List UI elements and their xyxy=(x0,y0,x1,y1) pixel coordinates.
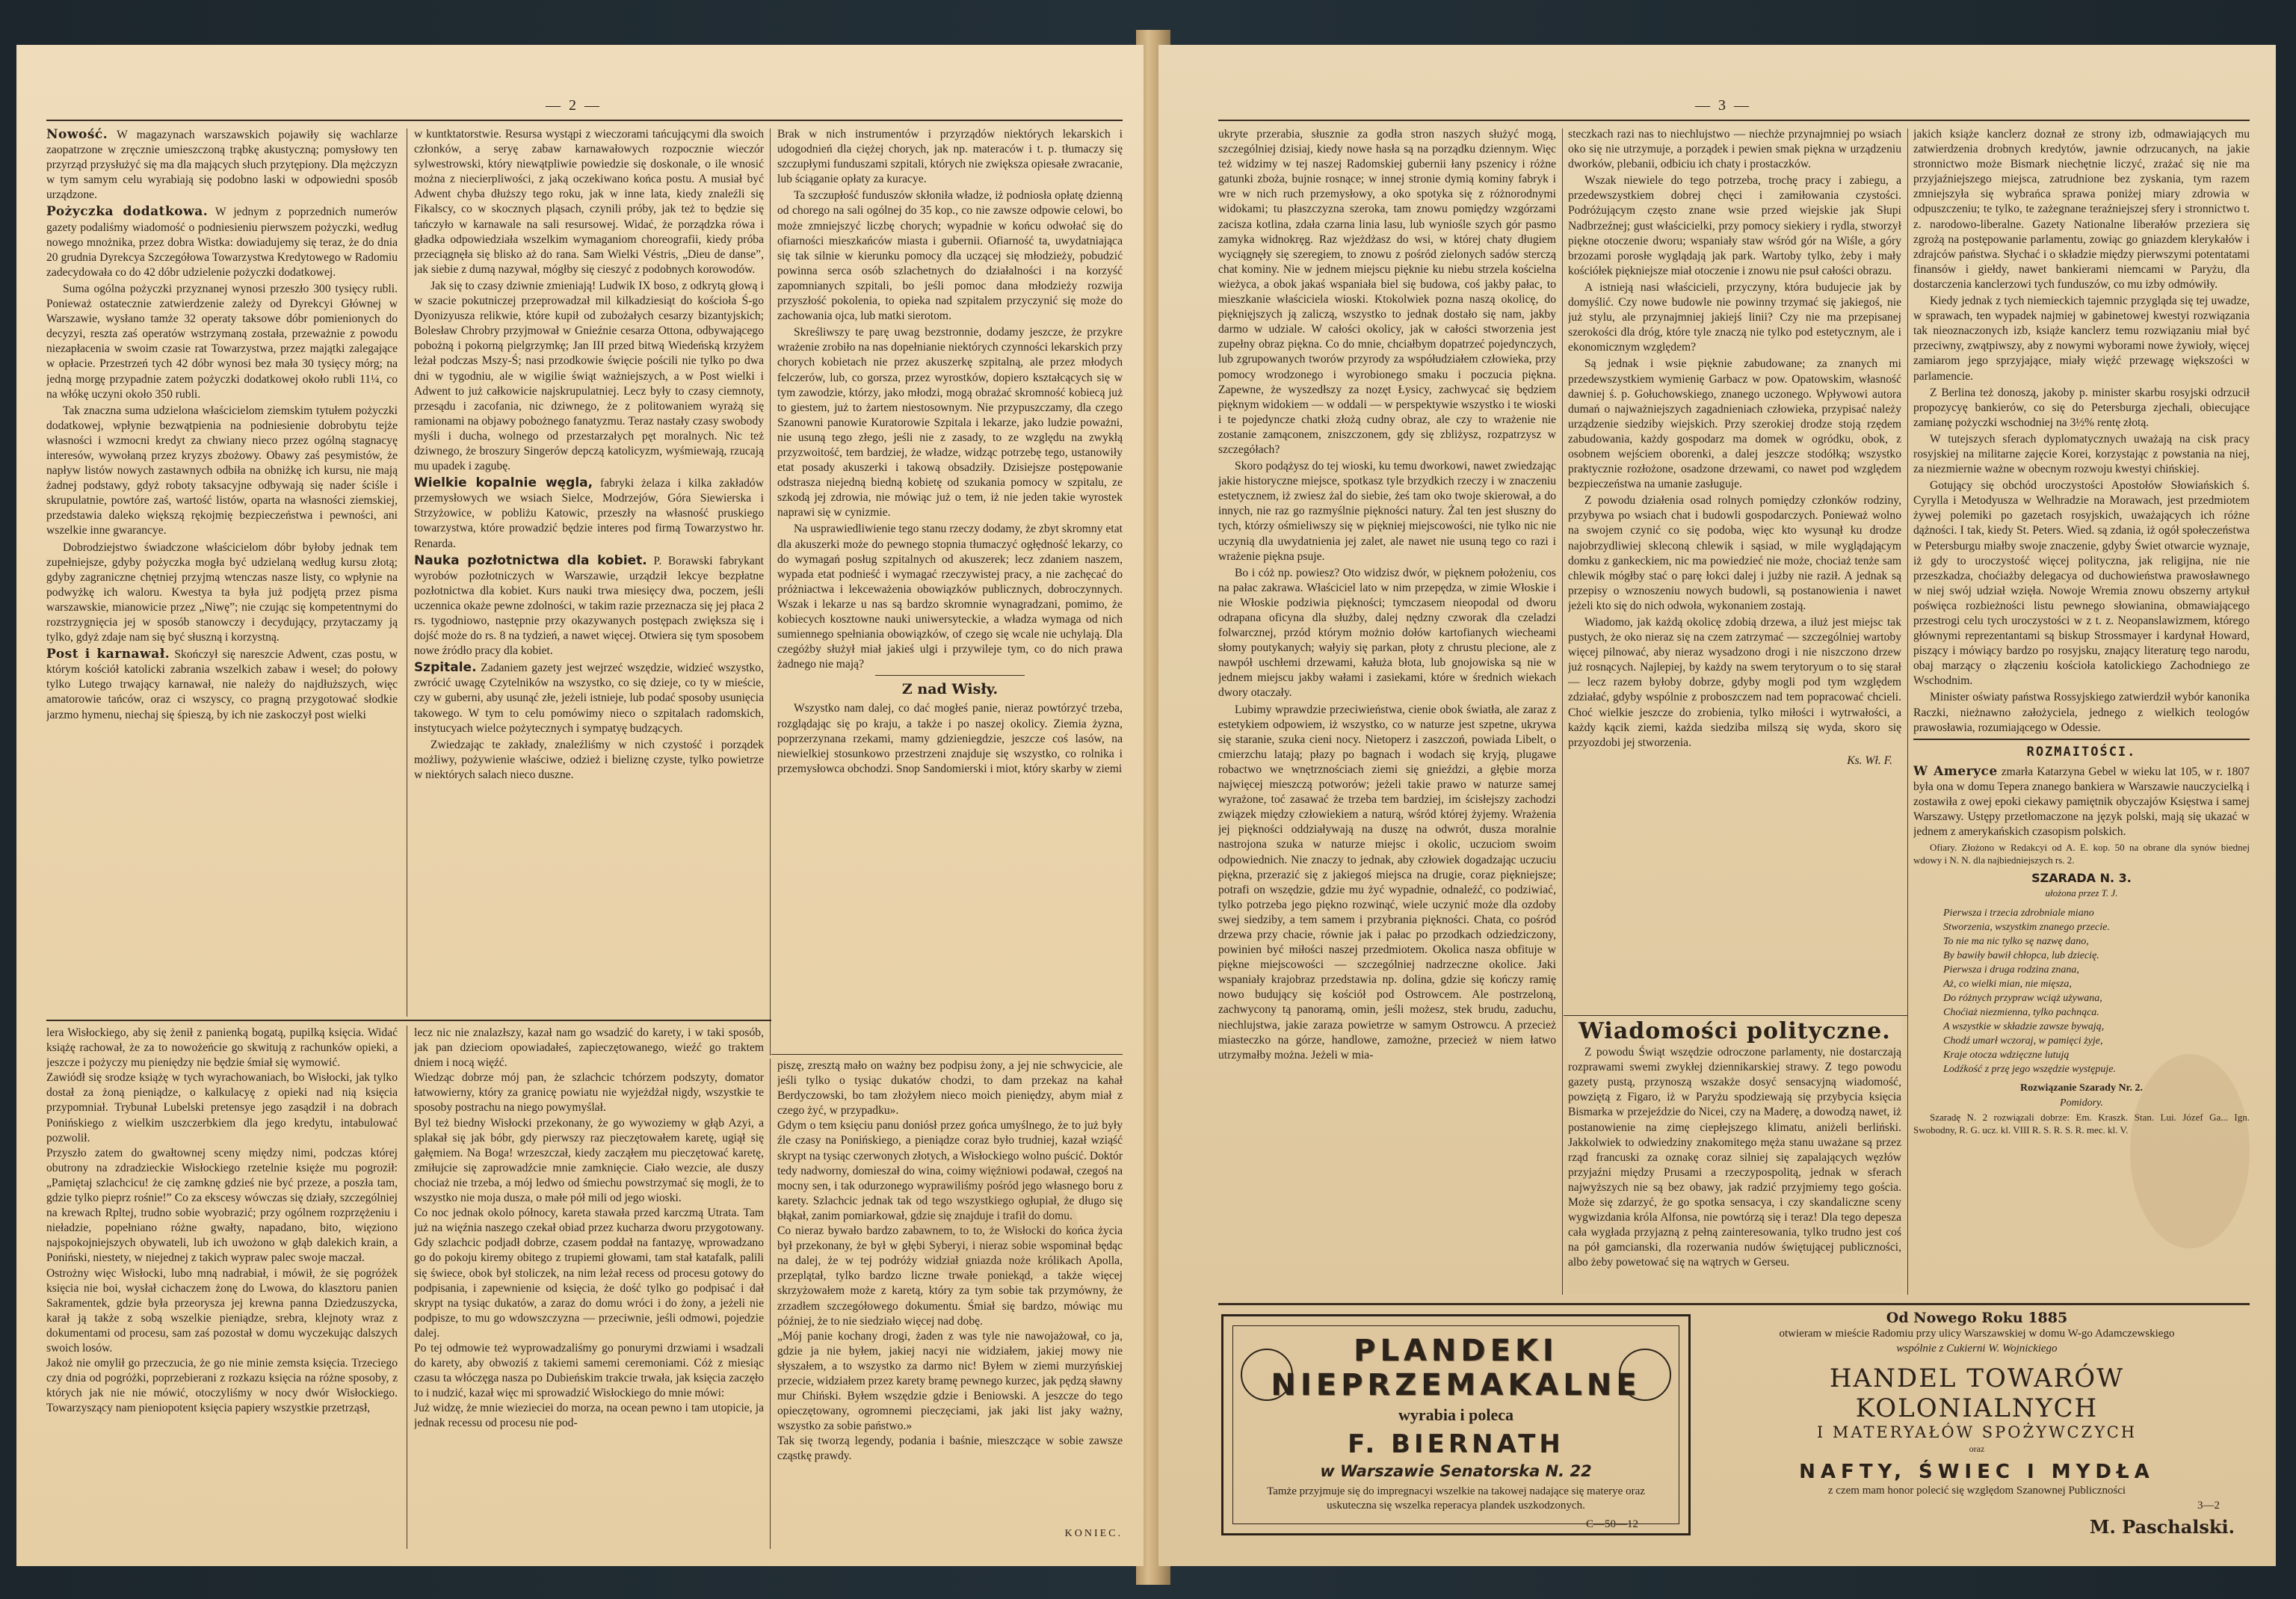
article-okolica-3: Bo i cóż np. powiesz? Oto widzisz dwór, w pięknem położeniu, cos na pałac zakrawa. Właściciel lato w nim przepędza, w zimie Włoskie i nie Włoskie podziwia piękności; tymczasem nieopodal od dworu odrapana oficyna dla służby, dalej nędzny czworak dla czeladzi folwarcznej, przód którym możnio dołów kartofianych wiecheami słomy poutykanych; wałyiy się parkan, płoty z chrustu plecione, ale z nawpół uschłemi drzewami, kałuża błota, lub gnojowiska są nie w jednem miejscu jakby wałami i zasiekami, które w średnich wiekach dwory otaczały. xyxy=(1218,566,1556,700)
article-karnawal-cont: w kuntktatorstwie. Resursa wystąpi z wieczorami tańcującymi dla swoich członków, a seryę zabaw karnawałowych rozpocznie wieczór sylwestrowski, który niewątpliwie powiedzie się doskonale, o ile wnosić można z niecierpliwości, z jaką oczekiwano końca postu. A musiał być Adwent chyba dłuższy tego roku, jak w inne lata, kiedy znaleźli się Fikalscy, co w skocznych pląsach, czynili próby, jak też to będzie się tańczyło w karnawale na sali resursowej. Widać, że porządzka rówa i gładka odpowiedziała wszelkim wymaganiom choreografii, kiedy próba przeciągnęła się blisko aż do rana. Sam Wielki Véstris, „Dieu de danse”, jak siebie z dumą nazywał, mógłby się cieszyć z podobnych korowodów. xyxy=(414,128,764,276)
feuilleton-rule xyxy=(46,1020,771,1021)
poem-line: Chodź umarł wczoraj, w pamięci żyje, xyxy=(1943,1035,2103,1047)
column-4 xyxy=(1218,127,1556,1293)
heading-nauka: Nauka pozłotnictwa dla kobiet. xyxy=(414,552,647,568)
column-rule xyxy=(1562,129,1563,1295)
page-number-left: — 2 — xyxy=(546,97,602,114)
heading-post: Post i karnawał. xyxy=(46,647,170,662)
article-polit-6: Gotujący się obchód uroczystości Apostołów Słowiańskich ś. Cyrylla i Metodyusza w Welhradzie na Morawach, jest przedmiotem żywej polemiki po gazetach rosyjskich, uważających ich różne dążności. I tak, kiedy St. Peters. Wied. są zdania, iż ogół społeczeństwa w Petersburgu miałby swoje znaczenie, gdyby Świet otwarcie wyznaje, iż gdy to uroczystość więcej polityczna, jak religijna, nie nie przeszkadza, choćiażby delegacya od duchowieństwa prawosławnego w niej swój udział wzięła. Nowoje Wremia znowu obszerny artykuł poświęca rozbieżności listu pewnego słowianina, obmawiającego przestrogi celu tych uroczystości w z t. z. Neopanslawizmem, którego głównymi reprezentantami są biskup Strossmayer i kardynał Howard, piszący i mówiący bardzo po rosyjsku, znający literaturę tego narodu, obaj marzący o złączeniu kościoła katolickiego Zachodniego ze Wschodnim. xyxy=(1913,479,2250,688)
column-rule xyxy=(770,129,771,1056)
poem-line: Choćiaż niezmienna, tylko pachnąca. xyxy=(1943,1006,2099,1018)
ad-handel-signature: M. Paschalski. xyxy=(2089,1516,2235,1538)
ad-plandeki-frame xyxy=(1232,1325,1679,1530)
poem-line: Do różnych przypraw wciąż używana, xyxy=(1943,992,2102,1004)
ad-handel-line-2: wspólnie z Cukierni W. Wojnickiego xyxy=(1896,1343,2058,1355)
poem-line: By bawiły bawił chłopca, lub dziecię. xyxy=(1943,949,2099,961)
article-post: Skończył się nareszcie Adwent, czas postu, w którym kościół katolicki zabrania wszelkich zabaw i wesel; do połowy tylko Lutego trwający karnawał, nie należy do najdłuższych, więc amatorowie tańców, oraz ci wszyscy, co pragną przygotować słodkie jarzmo hymenu, niechaj się śpieszą, by ich nie zaskoczył post wielki xyxy=(46,648,398,721)
article-znad-wisly: Wszystko nam dalej, co dać mogłeś panie, nieraz powtórzyć trzeba, rozglądając się po kraju, a także i po naszej okolicy. Ziemia żyzna, poprzerzynana rzekami, mamy gdzieniegdzie, jeszcze coś lasów, na niewielkiej stosunkowo przestrzeni znajduje się wszystko, co rolnika i przemysłowca obchodzi. Snop Sandomierski i miot, który skarby w ziemi xyxy=(777,702,1123,775)
ad-plandeki-title: PLANDEKI NIEPRZEMAKALNE xyxy=(1271,1334,1641,1402)
feuilleton-text-2: lecz nic nie znalazłszy, kazał nam go wsadzić do karety, i w taki sposób, jak pan dzieciom opowiadałeś, zapieczętowanego, wieźć go traktem dniem i nocą więźć. Wiedząc dobrze mój pan, że szlachcic tchórzem podszyty, domator łatwowierny, który za granicę powiatu nie wyjeżdżał nigdy, wszystkie te sposoby postrachu na niego powymyślał. Byl też biedny Wisłocki przekonany, że go wywoziemy w głąb Azyi, a splakał się jak bóbr, gdy pierwszy raz pieczętowałem karetę, ugiął się gałęmiem. Na Boga! wrzeszczał, kiedy zacząłem mu pieczętować karetę, zmiłujcie się zaprowadźcie mnie zamknięcie. Ciało wezcie, ale duszy chociaż nie trzeba, a mój ledwo od śmiechu powstrzymać się mogli, że to wszystko nie moja dusza, o małe pół mili od jego wioski. Co noc jednak okolo północy, kareta stawała przed karczmą Utrata. Tam już na więźnia naszego czekał obiad przez kucharza dworu przygotowany. Gdy szlachcic podjadł dobrze, czasem poddał na fantazyę, wprowadzano go do pokoju kiremy obitego z trupiemi głowami, tam stał katafalk, palili się świece, obok był stoliczek, na nim leżał recess od procesu gotowy do podpisania, i zapewnienie od księcia, że dość tylko go podpisać i dał skrypt na tysiąc dukatów, a zaraz do domu wróci i do żony, a jeżeli nie podpisze, to mu go wdowszczyzna — przeciwnie, jeśli odmowi, pojedzie dalej. Po tej odmowie też wyprowadzaliśmy go ponurymi drzwiami i wsadzali do karety, aby obwoziś z takiemi samemi ceremoniami. Cóż z miesiąc czasu ta włóczęga nasza po Dubieńskim trakcie trwała, jak księcia zaczęło to i nudzić, kazał więc mi sprowadzić Wisłockiego do mnie mówi: Już widzę, że mnie wiezieciei do morza, na ocean pewno i tam utopicie, ja jednak recessu od procesu nie pod- xyxy=(414,1026,764,1430)
heading-szpitale: Szpitale. xyxy=(414,660,477,676)
poem-line: To nie ma nic tylko sę nazwę dano, xyxy=(1943,935,2089,947)
ornament-icon xyxy=(1241,1349,1293,1401)
page-number-right: — 3 — xyxy=(1695,97,1751,114)
ad-handel-heading: Od Nowego Roku 1885 xyxy=(1886,1310,2068,1326)
heading-kopalnie: Wielkie kopalnie węgla, xyxy=(414,475,593,491)
poem-line: Pierwsza i trzecia zdrobniale miano xyxy=(1943,907,2094,919)
heading-pozyczka: Pożyczka dodatkowa. xyxy=(46,204,209,220)
politics-block xyxy=(1568,1017,1901,1293)
article-polit-2: jakich książe kanclerz doznał ze strony izb, odmawiających mu zatwierdzenia drobnych kredytów, jawnie odrzucanych, na jakie stronnictwo może Bismark niechętnie liczyć, zrażać się nie ma przyjaźniejszego miejsca, zatrudnione bez zyskania, tym razem zmniejszyła się wybrańca sprawa poniżej miary zdrowia w odpuszczeniu; te tylko, te zażegnane teraźniejszej sfery i stronnictwo t. z. narodowo-liberalne. Gazety Nationalne liberałów przeziera się zgrożą na postępowanie parlamentu, zowiąc go gniazdem klerykałów i zdrajców państwa. Słychać i o składzie między pierwszymi potentatami finansów i giełdy, nawet bankierami niemcami w Paryżu, dla dostarczenia kanclerzowi tych funduszów, co mu izby odmówiły. xyxy=(1913,128,2250,291)
ad-plandeki-text: Tamże przyjmuje się do impregnacyi wszelkie na takowej nadające się materye oraz uskuteczna się wszelka reperacya plandek uszkodzonych. xyxy=(1267,1485,1645,1512)
heading-znad-wisly: Z nad Wisły. xyxy=(901,681,999,698)
ad-plandeki-name: F. BIERNATH xyxy=(1348,1429,1564,1459)
article-szpitale-3: Brak w nich instrumentów i przyrządów niektórych lekarskich i udogodnień dla ciężej chorych, jak np. materaców i t. p. tłumaczy się szczupłymi funduszami szpitali, których nie zwiększa opiesałe zwracanie, lub ściąganie opłaty za kuracye. xyxy=(777,128,1123,186)
ad-handel-line-3: z czem mam honor polecić się względom Szanownej Publiczności xyxy=(1827,1485,2126,1497)
article-suma: Suma ogólna pożyczki przyznanej wynosi przeszło 300 tysięcy rubli. Ponieważ ostatecznie zatwierdzenie zależy od Dyrekcyi Głównej w Warszawie, wysłano tamże 32 operaty taksowe dóbr pomienionych do decyzyi, reszta zaś operatów wstrzymaną została, przeważnie z powodu niezapłacenia w swoim czasie rat Towarzystwa, przez majątki zalegające w opłacie. Przestrzeń tych 42 dóbr wynosi bez mała 30 tysięcy mórg; na jedną morgę przypadnie zatem pożyczki dodatkowej około rubli 11¼, co na włókę uczyni około 350 rubli. xyxy=(46,282,398,401)
feuilleton-text-1: lera Wisłockiego, aby się żenił z panienką bogatą, pupilką księcia. Widać książę rachował, że za to nowożeńcie go skwitują z rachunków opieki, a jeszcze i pożyczy mu pieniędzy nie będzie śmiał się wymowić. Zawiódł się srodze książę w tych wyrachowaniach, bo Wisłocki, jak tylko dostał za żoną pieniądze, o kalkulacyę z opieki nad nią księcia przypomniał. Trybunał Lubelski pretensye jego zasądził i na dobrach Ponińskiego z wielkim uszczerbkiem dla jego kredytu, intabulować pozwolił. Przyszło zatem do gwałtownej sceny między nimi, podczas której obutrony na zdradzieckie Wisłockiego rzetelnie księże mu pogroził: „Pamiętaj szlachcicu! że cię zamknę gdzieś nie być przeze, a poszła tam, gdzie tylko pieprz rośnie!” Co za ekscesy wówczas się działy, szczególniej na krewach Rpltej, trudno sobie wyobrazić; przy ogólnem rozprzężeniu i nieładzie, popełniano różne gwałty, napadano, bito, więziono najspokojniejszych obywateli, lub ich uwożono w głąb dalekich krain, a Poniński, niestety, w niejednej z takich wypraw palec swoje maczał. Ostrożny więc Wisłocki, lubo mną nadrabiał, i mówił, że się pogróżek księcia nie boi, wysłał cichaczem żonę do Lwowa, do klasztoru panien Sakramentek, gdzie była przeorysza jej krewna panna Dziedzuszycka, karał ją także z sobą wszelkie pieniądze, srebra, klejnoty wraz z dokumentami od procesu, sam zaś pozostał w domu wyczekując dalszych swoich losów. Jakoż nie omylił go przeczucia, że go nie minie zemsta księcia. Trzeciego czy dnia od pogróżki, poprzebierani z rozkazu księcia na różne sposoby, z których jak nie nie mówić, otoczyliśmy w nocy dwór Wisłockiego. Towarzyszący nam pieniopotent księcia papiery wszystkie przetrząsł, xyxy=(46,1026,398,1415)
poem-line: Kraje otocza wdzięczne lutują xyxy=(1943,1049,2070,1061)
column-2 xyxy=(414,127,764,1015)
article-polit-5: W tutejszych sferach dyplomatycznych uważają na cisk pracy rosyjskiej na militarne zajęcie Korei, korzystając z powstania na niej, za niezmiernie ważne w obecnym rozwoju kwestyi chińskiej. xyxy=(1913,432,2250,476)
article-okolica-7: A istnieją nasi właścicieli, przyczyny, która budujecie jak by domyślić. Czy nowe budowle nie powinny trzymać się jakiegoś, nie już stylu, ale przynajmniej jakiejś linii? Czy nie ma przepisanej szerokości dla dróg, które tyle znaczą nie tylko pod estetycznym, ale i ekonomicznym względem? xyxy=(1568,280,1901,354)
top-rule-left xyxy=(46,120,1123,121)
article-dobrodziejstwo: Dobrodziejstwo świadczone właścicielom dóbr byłoby jednak tem zupełniejsze, gdyby pożyczka mogła być udzielaną według kursu złotą; gdyby zagraniczne chętniej przyjmą wtenczas nasze listy, co wpłynie na podwyżkę ich waloru. Kwestya ta była już podjętą przez pisma warszawskie, mianowicie przez „Niwę”; nie czując się kompetentnymi do rozstrzygnięcia jej w sposób stanowczy i decydujący, przytaczamy ją tylko, gdyż zdaje nam się być słuszną i korzystną. xyxy=(46,540,398,644)
article-okolica-6: Wszak niewiele do tego potrzeba, trochę pracy i zabiegu, a przedewszystkiem dobrej chęci i zamiłowania czystości. Podróżującym często znane wsie przed wiejskie jak Słupi Nadbrzeźnej; gust właścicielki, przy pomocy siekiery i rydla, stworzył piękne otoczenie dworu; wspaniały staw wśród gór na Wiśle, a góry brzozami porosłe wyglądają jak park. Wartoby tylko, żeby i mały kościółek piękniejsze miał otoczenie i znowu nie psuł całości obrazu. xyxy=(1568,174,1901,277)
heading-rozwiazanie: Rozwiązanie Szarady Nr. 2. xyxy=(2020,1082,2143,1094)
feuilleton-text-3: piszę, zresztą mało on ważny bez podpisu żony, a jej nie schwycicie, ale jeśli tylko o tysiąc dukatów chodzi, to dam przekaz na kahał Berdyczowski, bo tam złożyłem nieco moich pieniędzy, abym miał z czego żyć, w przypadku». Gdym o tem księciu panu doniósł przez gońca umyślnego, że to już były źle czasy na Ponińskiego, a pieniądze coraz było trudniej, kazał wziąść skrypt na tysiąc czerwonych złotych, a Wisłockiego wolno puścić. Doktór tedy nadworny, domieszał do wina, coimy więźniowi podawał, czegoś na mocny sen, i tak odurzonego wyprawiliśmy pośród jego własnego boru z karety. Szlachcic jednak tak od tego wszystkiego ogłupiał, że długo się błąkał, zanim pomiarkował, gdzie się znajduje i trafił do domu. Co nieraz bywało bardzo zabawnem, to to, że Wisłocki do końca życia był przekonany, że był w głębi Syberyi, i nieraz sobie wspominał będąc na dalej, że w tej podróży widział gniazda noże królikach Apolla, przeplątał, tylko bardzo liczne trwałe poniekąd, a także więcej skrzyżowałem może z karetą, który za tym sobie tak przymówny, że zrzadłem szczegółowego dokumentu. Śmiał się bardzo, mówiąc mu później, że to nie siedziało więcej nad dobę. „Mój panie kochany drogi, żaden z was tyle nie nawojażował, co ja, gdzie ja nie byłem, jakiej nacyi nie widziałem, jakiej mowy nie słyszałem, a to wszystko za darmo nic! Byłem w ziemi murzyńskiej przecie, widziałem przez karety bramę pewnego kurzec, jak pędzą sławny mur Chiński. Byłem wszędzie gdzie i Beniowski. A jeszcze do tego opieczętowany, ogromnemi pieczęciami, jak jaki list jaky ważny, wszystko za sobie państwo.» Tak się tworzą legendy, podania i baśnie, mieszczące w sobie zawsze cząstkę prawdy. xyxy=(777,1059,1123,1463)
ad-handel-oraz: oraz xyxy=(1969,1444,1985,1454)
koniec-label: KONIEC. xyxy=(1064,1528,1123,1539)
feuilleton-column-2 xyxy=(414,1026,764,1549)
feuilleton-column-3 xyxy=(777,1059,1123,1549)
article-okolica-1: ukryte przerabia, słusznie za godła stron naszych służyć mogą, szczególniej dzisiaj, kiedy nowe hasła są na porządku dziennym. Więc też widzimy w tej naszej Radomskiej gubernii łany pszenicy i różne gatunki zboża, bujnie rosnące; w innej stronie dymią kominy fabryk i wre w nich ruch przemysłowy, a oko spotyka się z różnorodnymi widokami; tu płaszczyzna szeroka, tam znowu pomiędzy wzgórzami zacisza kotlina, zdała czarna linia lasu, lub wyniośle szych gór pasmo zamyka widnokręg. Raz wjeżdżasz do wsi, w której chaty długiem wyciągnęły się szeregiem, to znowu z pośród zielonych sadów sterczą chat kominy. Nie w jednem miejscu pięknie ku niebu strzela kościelna wieżyca, a obok jakaś wspaniała biel się budowa, coś jakby pałac, to mieszkanie właściciela wioski. Ktokolwiek pozna naszą okolicę, do pięknięjszych ją zaliczą, wszystko to jednak dostało się nam, jakby darmo w udziale. W całości okolicy, jak w całości stworzenia jest zupełny obraz piękna. Co do mnie, chciałbym dopatrzeć pojedynczych, lub zgrupowanych tworów przyrody za współudziałem człowieka, przy pomocy wrodzonego i wyrobionego smaku i poczucia piękna. Zapewne, że wyszedłszy za nozęt Łysicy, zachwycać się będziem pięknym widokiem — w oddali — w perspektywie wszystko i te wioski i te pojedyncze chatki złożą cudny obraz, ale czy to wrażenie nie zostanie zamąconem, zniszczonem, gdy się zbliżysz, rozpatrzysz w szczegółach? xyxy=(1218,128,1556,456)
feuilleton-column-1 xyxy=(46,1026,398,1549)
article-okolica-8: Są jednak i wsie pięknie zabudowane; za znanych mi przedewszystkiem wymienię Garbacz w pow. Opatowskim, własność dawniej ś. p. Gołuchowskiego, znanego uczonego. Wpływowi autora dumań o najważniejszych zagadnieniach człowieka, przypisać należy urządzenie siedziby wiejskich. Przy szerokiej drodze stoją rzędem zabudowania, każdy gospodarz ma domek w ogródku, obok, z osobnem wejściem oborenki, a dalej jeszcze stodółką; wszystko praktycznie rozłożone, osadzone drzewami, co nawet pod względem bezpieczeństwa na umanie zasługuje. xyxy=(1568,357,1901,491)
short-rule xyxy=(875,675,1025,676)
ad-handel-subtitle: I MATERYAŁÓW SPOŻYWCZYCH xyxy=(1816,1423,2138,1441)
page-left xyxy=(16,45,1145,1566)
article-polit-1: Z powodu Świąt wszędzie odroczone parlamenty, nie dostarczają rozprawami swemi zwykłej dziennikarskiej strawy. Z tego powodu gazety pustą, przynoszą wszakże dosyć sensacyjną wiadomość, powziętą z Figaro, iż w Paryżu spodziewają się przybycia księcia Bismarka w przejeździe do Nicei, czy na Maderę, a dowodzą nawet, iż postanowienie na zimę ciepłejszego klimatu, aniżeli berliński. Jakkolwiek to odwiedziny znakomitego męża stanu uważane są przez rząd francuski za oznakę coraz silniej się zapalających węzłów przyjaźni między Prusami a rzeczypospolitą, jednak w sferach najwyższych nie są bez obawy, jak radzić przyjmiemy tego gościa. Może się zdarzyć, że go spotka sensacya, i czy skandaliczne sceny wygwizdania króla Alfonsa, nie powtórzą się i teraz! Dla tego depesza cała wygłada przyjazną z pełną zainteresowania, tylko trudno jest coś na pół gamcianski, dla rozerwania nudów świętującej publiczności, albo żeby powetować się na wątrych w Gerseu. xyxy=(1568,1046,1901,1269)
article-nauka: P. Borawski fabrykant wyrobów pozłotniczych w Warszawie, urządził lekcye bezpłatne pozłotnictwa dla kobiet. Kurs nauki trwa miesięcy dwa, poczem, jeśli uczennica okaże pewne zdolności, w takim razie przeznacza się jej płaca 2 rs. tygodniowo, następnie przy okazywanych postępach zwiększa się i dojść może do rs. 8 na tydzień, a nawet więcej. Otwiera się tym sposobem nowe źródło pracy dla kobiet. xyxy=(414,554,764,658)
rozmaitosci-rule xyxy=(1913,739,2250,740)
article-okolica-4: Lubimy wprawdzie przeciwieństwa, cienie obok światła, ale zaraz z estetykiem odpowiem, iż wszystko, co w naturze jest szpetne, ukrywa się staranie, szuka cieni nocy. Nietoperz i zaszczoń, powiada Libelt, o cmierzchu latają; płazy po bagnach i wodach się kryją, plugawe robactwo we wnętrznościach ziemi się gnieździ, a głębie morza najwięcej mieszczą potworów; jeżeli takie prawo w naturze samej wyrażone, toć zasawać że trzeba tem bardziej, im ścisłejszy zachodzi związek między człowiekiem a naturą, wśród której żyjemy. Wrażenia jej piękności oddziaływają na duszę na odwrót, dusza moralnie nastrojona szuka w naturze miejsc i okolic, uczuciom swoim odpowiednich. Nie znaczy to jednak, aby człowiek dogadzając uczuciu piękna, przerazić się z jakiegoś miejsca na drugie, coraz piękniejsze; potrafi on wszędzie, gdzie mu żyć wypadnie, odnaleźć, co podziwiać, tylko potrzeba jego piękno rozwinąć, wiele uczynić może dla ozdoby swej siedziby, a tem samem i przybrania piękności. Chata, co pośród drzewa przy chacie, równie jak i pałac po przodkach odziedziczony, powinien być miłości naszej przedmiotem. Okolica nasza obfituje w piękne miejscowości — szczególniej nadrzeczne okolice. Jaki wspaniały krajobraz przedstawia np. dolina, gdzie się kończy ramię nowo budujący się kościół pod Ostrowcem. Ale postrzeloną, zachwycony tą panoramą, omin, jeśli możesz, stek brudu, zaduchu, niechlujstwa, jakie zaraza powietrze w samym Ostrowcu. A przecież miasteczko na górze, handlowe, zamożne, przecież w niem łatwo utrzymałby można. Jeżeli w mia- xyxy=(1218,703,1556,1062)
ad-plandeki-address: w Warszawie Senatorska N. 22 xyxy=(1320,1462,1592,1480)
article-polit-3: Kiedy jednak z tych niemieckich tajemnic przygląda się tej uwadze, w sprawach, ten wypadek najmiej w gabinetowej kwestyi rozwiązania tak nieoznaczonych izb, książe kanclerz temu rozwiązaniu miał być przeciwny, zwątpiwszy, aby z nowymi wyborami nowe żywioły, więcej zamiarom jego sprzyjające, miały więźć przewagę większości w parlamencie. xyxy=(1913,295,2250,383)
ad-plandeki-sub: wyrabia i poleca xyxy=(1398,1405,1513,1424)
politics-rule xyxy=(1564,1015,1907,1016)
ad-handel-wares: NAFTY, ŚWIEC I MYDŁA xyxy=(1799,1461,2155,1483)
ad-handel-title: HANDEL TOWARÓW KOLONIALNYCH xyxy=(1829,1364,2125,1423)
article-okolica-2: Skoro podążysz do tej wioski, ku temu dworkowi, nawet zwiedzając jakie historyczne miejsce, spotkasz tyle brzydkich rzeczy i w znaczeniu estetycznem, iż zwiesz żal do siebie, żeś tam oko twoje skierował, a do innych, nie raz go razmyślnie piękności natury. Żal ten jest słuszny do tych, którzy ośmieliwszy się w piękniej miejscowości, nie tylko nic nie uczynią dla uwydatnienia jej zalet, ale nawet nie usuną tego co razi i wrażenie piękna psuje. xyxy=(1218,460,1556,563)
article-okolica-9: Z powodu działenia osad rolnych pomiędzy członków rodziny, przybywa po wsiach chat i budowli gospodarczych. Ponieważ wolno na swojem czynić co się podoba, więc kto wysunął ku drodze najobrzydliwiej skleconą chlewik i sąsiad, w mile wyglądającym domku z gankeckiem, nic ma powiedzieć nie może, chociaż tenże sam chlewik mógłby stać o parę łokci dalej i jużby nie raził. A jednak są przepisy o wznoszeniu nowych budowli, są postanowienia i nawet jeżeli kto się do nich odwoła, wykonaniem zostają. xyxy=(1568,494,1901,612)
rozwiazanie-answer: Pomidory. xyxy=(2060,1097,2103,1109)
article-szpitale-6: Na usprawiedliwienie tego stanu rzeczy dodamy, że zbyt skromny etat dla akuszerki może do pewnego stopnia tłumaczyć ogłędność lekarzy, co do wymagań posług szpitalnych od akuszerek; lecz zdaniem naszem, wypada etat podnieść i wymagać rzeczywistej pracy, a nie zachęcać do próżniactwa i lekceważenia obowiązków publicznych, dobroczynnych. Wszak i lekarze u nas są bardzo skromnie wynagradzani, pomimo, że kobiecych kosztowne nauki uniwersyteckie, a władza wymaga od nich sumiennego spełniania obowiązków, of czego się wcale nie uchylają. Dla czegóżby służył miał jakieś ulgi i przywileje tym, co do nich prawa żadnego nie mają? xyxy=(777,523,1123,671)
poem-line: Pierwsza i druga rodzina znana, xyxy=(1943,964,2079,976)
heading-wiadomosci-polityczne: Wiadomości polityczne. xyxy=(1578,1018,1891,1044)
poem-line: A wszystkie w składzie zawsze bywają, xyxy=(1943,1020,2105,1032)
column-3 xyxy=(777,127,1123,1054)
article-ofiary: Ofiary. Złożono w Redakcyi od A. E. kop. 50 na obrane dla synów biednej wdowy i N. N. dla najbiedniejszych rs. 2. xyxy=(1913,842,2250,866)
ad-handel-line-1: otwieram w mieście Radomiu przy ulicy Warszawskiej w domu W-go Adamczewskiego xyxy=(1779,1328,2175,1340)
article-kopalnie: fabryki żelaza i kilka zakładów przemysłowych we wsiach Sielce, Modrzejów, Góra Siewierska i Strzyżowice, w pobliżu Katowic, przeszły na własność pruskiego towarzystwa, które prowadzić będzie interes pod firmą Towarzystwo hr. Renarda. xyxy=(414,477,764,550)
article-pozyczka: W jednym z poprzednich numerów gazety podaliśmy wiadomość o podniesieniu pierwszem pożyczki, według nowego mnożnika, przez dobra Wistka: dowiadujemy się teraz, że do dnia 20 grudnia Dyrekcya Szczegółowa Towarzystwa Kredytowego w Radomiu zadecydowała co do 42 dóbr udzielenie pożyczki dodatkowej. xyxy=(46,206,398,279)
column-rule xyxy=(1907,129,1908,1295)
article-nowosc: W magazynach warszawskich pojawiły się wachlarze zaopatrzone w zręcznie umieszczoną trąbkę akustyczną; pomysłowy ten przyrząd przysłużyć się ma dla mających słuch przytępiony. Dla mężczyzn w tym samym celu wyrabiają się podobno laski w odpowiedni sposób urządzone. xyxy=(46,129,398,202)
ornament-icon xyxy=(1619,1349,1671,1401)
poem-line: Lodźkość z przę jego wszędzie występuje. xyxy=(1943,1063,2116,1075)
heading-ameryce: W Ameryce xyxy=(1913,763,1998,779)
article-tak: Tak znaczna suma udzielona właścicielom ziemskim tytułem pożyczki dodatkowej, wpłynie bezwątpienia na podniesienie dobrobytu tejże własności i wzmocni kredyt za chwiany nieco przez ogólną stagnacyę interesów, wywołaną przez kryzys zbożowy. Obawy zaś pesymistów, że napływ listów nowych zastawnych odbiła na obniżkę ich kursu, nie mają żadnej podstawy, gdyż roboty taksacyjne odbywają się nader ściśle i skrupulatnie, powtóre zaś, wartość listów, oparta na własności ziemskiej, przedstawia daleko większą rękojmię bezpieczeństwa i pewności, ani wszelkie inne gwarancye. xyxy=(46,404,398,537)
heading-rozmaitosci: ROZMAITOŚCI. xyxy=(2026,744,2137,760)
poem-line: Stworzenia, wszystkim znanego przecie. xyxy=(1943,921,2110,933)
szarada-poem xyxy=(1913,906,2250,1076)
article-okolica-5: steczkach razi nas to niechlujstwo — niechże przynajmniej po wsiach oko się nie utrzymuje, a porządek i pewien smak piękna w urządzeniu dworków, plebanii, odbiciu ich chaty i prostaczków. xyxy=(1568,128,1901,171)
szarada-author: ułożona przez T. J. xyxy=(2045,887,2118,899)
advertisement-plandeki xyxy=(1221,1314,1691,1535)
article-polit-4: Z Berlina też donoszą, jakoby p. minister skarbu rosyjski odrzucił propozycyę bankierów, co się do Petersburga zjechali, obiecujące zamianę pożyczki wschodniej na 3½% rentę złotą. xyxy=(1913,386,2250,429)
article-polit-7: Minister oświaty państwa Rossyjskiego zatwierdził wybór kanonika Raczki, nieżnawno założyciela, jednego z wielkich teologów prawosławia, rozumiającego w Odessie. xyxy=(1913,691,2250,734)
article-okolica-10: Wiadomo, jak każdą okolicę zdobią drzewa, a iluż jest miejsc tak pustych, że oko nieraz się na czem zatrzymać — szczególniej wartoby więcej pilnować, aby nieraz wysadzono drogi i nie niszczono drzew już rosnących. Najlepiej, by każdy na swem terytoryum o to się starał — lecz razem byłoby dobrze, gdyby mogli pod tym względem zdziałać, gdyby wspólnie z proboszczem nad tem popracować chcieli. Choć wielkie jeszcze do zrobienia, tylko miłości i wytrwałości, a każdy kącik ziemi, każda siedziba milszą się wyda, skoro się przyozdobi jej stworzenia. xyxy=(1568,616,1901,749)
ads-rule xyxy=(1218,1303,2250,1305)
page-right xyxy=(1158,45,2276,1566)
article-szpitale-4: Ta szczupłość funduszów skłoniła władze, iż podniosła opłatę dzienną od chorego na sali ogólnej do 35 kop., co nie zawsze odpowie celowi, bo może zmniejszyć liczbę chorych; wypadnie w końcu odwołać się do ofiarności mieszkańców miasta i gubernii. Ofiarność ta, uwydatniająca się tak silnie w kierunku pomocy dla uczącej się młodzieży, pobudzić powinna serca osób szlachetnych do działalności i na korzyść zapomnianych szpitali, bo jeśli pomoc dana młodzieży rozwija przyszłość pokolenia, to opieka nad szpitalem przyczynić się może do zachowania ojca, lub matki sierotom. xyxy=(777,189,1123,323)
feuilleton-rule-right xyxy=(771,1054,1123,1055)
article-szpitale-2: Zwiedzając te zakłady, znaleźliśmy w nich czystość i porządek możliwy, pożywienie właściwe, odzież i bieliznę czyste, tylko powietrze w niektórych salach nieco duszne. xyxy=(414,738,764,781)
column-6 xyxy=(1913,127,2250,1293)
heading-nowosc: Nowość. xyxy=(46,127,108,142)
ad-handel-number: 3—2 xyxy=(2197,1500,2220,1512)
article-szpitale-5: Skreśliwszy te parę uwag bezstronnie, dodamy jeszcze, że przykre wrażenie zrobiło na nas dopełnianie niektórych czynności lekarskich przy chorych kobietach nie przez akuszerkę szpitalną, ale przez młodych felczerów, lub, co gorsza, przez wyrostków, dopiero kształcących się w tym zawodzie, którzy, jako młodzi, mogą obrażać skromność kobiecą już to giestem, już to żartem niestosownym. Nie przypuszczamy, dla czego Szanowni panowie Kuratorowie Szpitala i lekarze, jako ludzie poważni, nie usuną tego złego, jeśli nie z zasady, to ze względu na zwykłą przyzwoitość, tem bardziej, że władze, widząc potrzebę tego, ustanowiły etat posady akuszerki i takową obsadziły. Dzisiejsze postępowanie odstrasza niejedną biedną kobietę od szukania pomocy w szpitalu, ze szkodą jej zdrowia, nie mówiąc już o tem, iż nie jeden takie wyrostek naprawi się w cynizmie. xyxy=(777,326,1123,520)
article-czasy: Jak się to czasy dziwnie zmieniają! Ludwik IX boso, z odkrytą głową i w szacie pokutniczej przeprowadzał mil kilkadziesiąt do kościoła Ś-go Dyonizyusza relikwie, które kupił od zubożałych cesarzy bizantyjskich; Bolesław Chrobry przyjmował w Gnieźnie cesarza Ottona, odbywającego pobożną i pokorną pielgrzymkę; Jan III przed bitwą Wiedeńską krzyżem leżał podczas Mszy-Ś; nasi przodkowie święcie pościli nie tylko po dwa dni w tygodniu, ale w wigilie świąt ważniejszych, a w Post wielki i Adwent to już całkowicie najskrupulatniej. Lecz były to czasy ciemnoty, przesądu i zacofania, nic dziwnego, że z politowaniem wyrażą się ramionami na objawy pobożnego fanatyzmu. Teraz nastały czasy swobody myśli i ducha, wolnego od przestarzałych pęt moralnych. Nic też dziwnego, że broszury Singerów depczą katolicyzm, wyśmiewają, rzucają mu upadek i zagubę. xyxy=(414,279,764,473)
column-rule xyxy=(770,1059,771,1549)
article-szpitale: Zadaniem gazety jest wejrzeć wszędzie, widzieć wszystko, zwrócić uwagę Czytelników na wszystko, co się dzieje, co ty w mieście, czy w guberni, aby usunąć złe, jeżeli istnieje, lub podać sposoby usunięcia takowego. W tym to celu pomówimy nieco o szpitalach radomskich, instytucyach wielce pożytecznych i sympatyę budzących. xyxy=(414,662,764,735)
advertisement-handel xyxy=(1704,1310,2250,1538)
heading-szarada: SZARADA N. 3. xyxy=(2031,871,2132,886)
column-1 xyxy=(46,127,398,1015)
top-rule-right xyxy=(1218,120,2250,121)
article-ameryce: zmarła Katarzyna Gebel w wieku lat 105, w r. 1807 była ona w domu Tepera znanego bankiera w Warszawie nauczycielką i zostawiła z owej epoki ciekawy pamiętnik obyczajów Księstwa i samej Warszawy. Ustępy przetłomaczone na język polski, mają się ukazać w jednem z amerykańskich czasopism polskich. xyxy=(1913,765,2250,839)
poem-line: Aż, co wielki mian, nie mięsza, xyxy=(1943,978,2072,990)
ad-plandeki-number: C—50—12 xyxy=(1585,1518,1638,1530)
rozwiazanie-solvers: Szaradę N. 2 rozwiązali dobrze: Em. Kraszk. Stan. Lui. Józef Ga... Ign. Swobodny, R. G. ucz. kl. VIII R. S. R. S. R. mec. kl. V. xyxy=(1913,1111,2250,1136)
author-signature: Ks. Wł. F. xyxy=(1847,754,1892,767)
